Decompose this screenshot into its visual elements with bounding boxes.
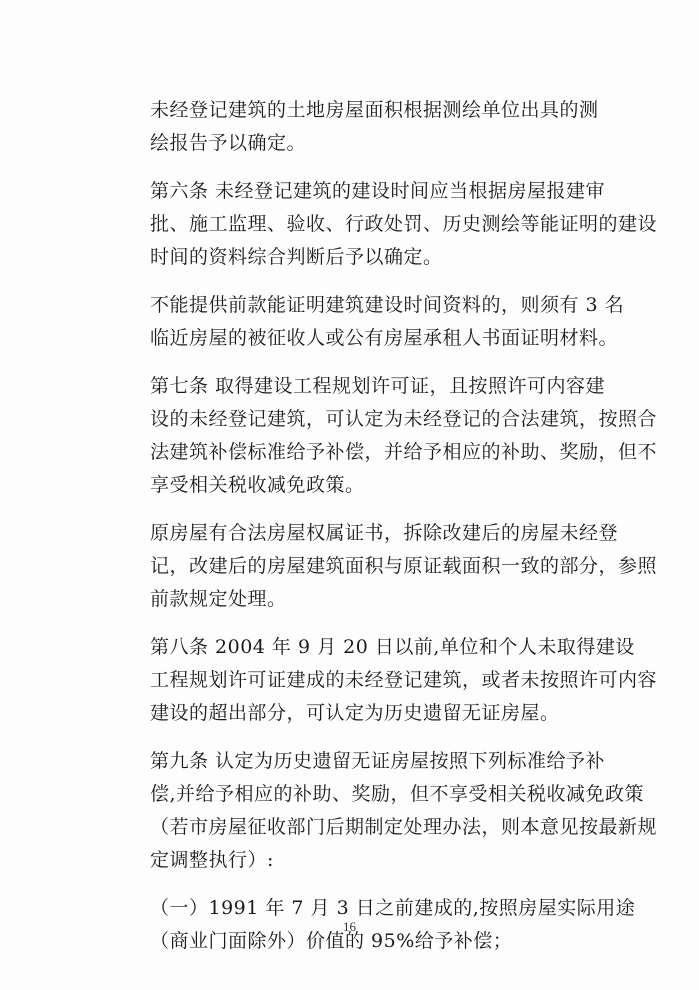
text-line: 偿,并给予相应的补助、奖励，但不享受相关税收减免政策 — [150, 783, 645, 805]
paragraph-article-8 — [112, 631, 658, 730]
text-line: 时间的资料综合判断后予以确定。 — [150, 246, 443, 268]
text-line: 原房屋有合法房屋权属证书，拆除改建后的房屋未经登 — [150, 522, 619, 544]
text-line: 第八条 2004 年 9 月 20 日以前,单位和个人未取得建设 — [150, 636, 635, 658]
paragraph-article-7 — [112, 370, 658, 502]
text-line: 前款规定处理。 — [150, 588, 287, 610]
text-line: 批、施工监理、验收、行政处罚、历史测绘等能证明的建设 — [150, 213, 658, 235]
text-line: 建设的超出部分，可认定为历史遗留无证房屋。 — [150, 702, 560, 724]
text-line: 未经登记建筑的土地房屋面积根据测绘单位出具的测 — [150, 99, 599, 121]
text-line: 享受相关税收减免政策。 — [150, 474, 365, 496]
text-line: 第七条 取得建设工程规划许可证，且按照许可内容建 — [150, 375, 606, 397]
text-line: 不能提供前款能证明建筑建设时间资料的，则须有 3 名 — [150, 294, 625, 316]
text-line: 临近房屋的被征收人或公有房屋承租人书面证明材料。 — [150, 327, 619, 349]
text-line: 设的未经登记建筑，可认定为未经登记的合法建筑，按照合 — [150, 408, 658, 430]
text-line: 定调整执行）: — [150, 849, 274, 871]
paragraph-area-determination — [112, 94, 599, 160]
text-line: 第九条 认定为历史遗留无证房屋按照下列标准给予补 — [150, 750, 606, 772]
text-line: （一）1991 年 7 月 3 日之前建成的,按照房屋实际用途 — [150, 897, 636, 919]
paragraph-article-6 — [112, 175, 658, 274]
text-line: 法建筑补偿标准给予补偿，并给予相应的补助、奖励，但不 — [150, 441, 658, 463]
text-line: （商业门面除外）价值的 95%给予补偿； — [150, 930, 513, 952]
text-line: 工程规划许可证建成的未经登记建筑，或者未按照许可内容 — [150, 669, 658, 691]
document-body — [112, 94, 658, 973]
text-line: 第六条 未经登记建筑的建设时间应当根据房屋报建审 — [150, 180, 606, 202]
paragraph-rebuilt-house — [112, 517, 658, 616]
paragraph-article-9 — [112, 745, 658, 877]
paragraph-witness-proof — [112, 289, 625, 355]
text-line: （若市房屋征收部门后期制定处理办法，则本意见按最新规 — [150, 816, 658, 838]
text-line: 绘报告予以确定。 — [150, 132, 307, 154]
page-number: 16 — [343, 919, 356, 934]
text-line: 记，改建后的房屋建筑面积与原证载面积一致的部分，参照 — [150, 555, 658, 577]
